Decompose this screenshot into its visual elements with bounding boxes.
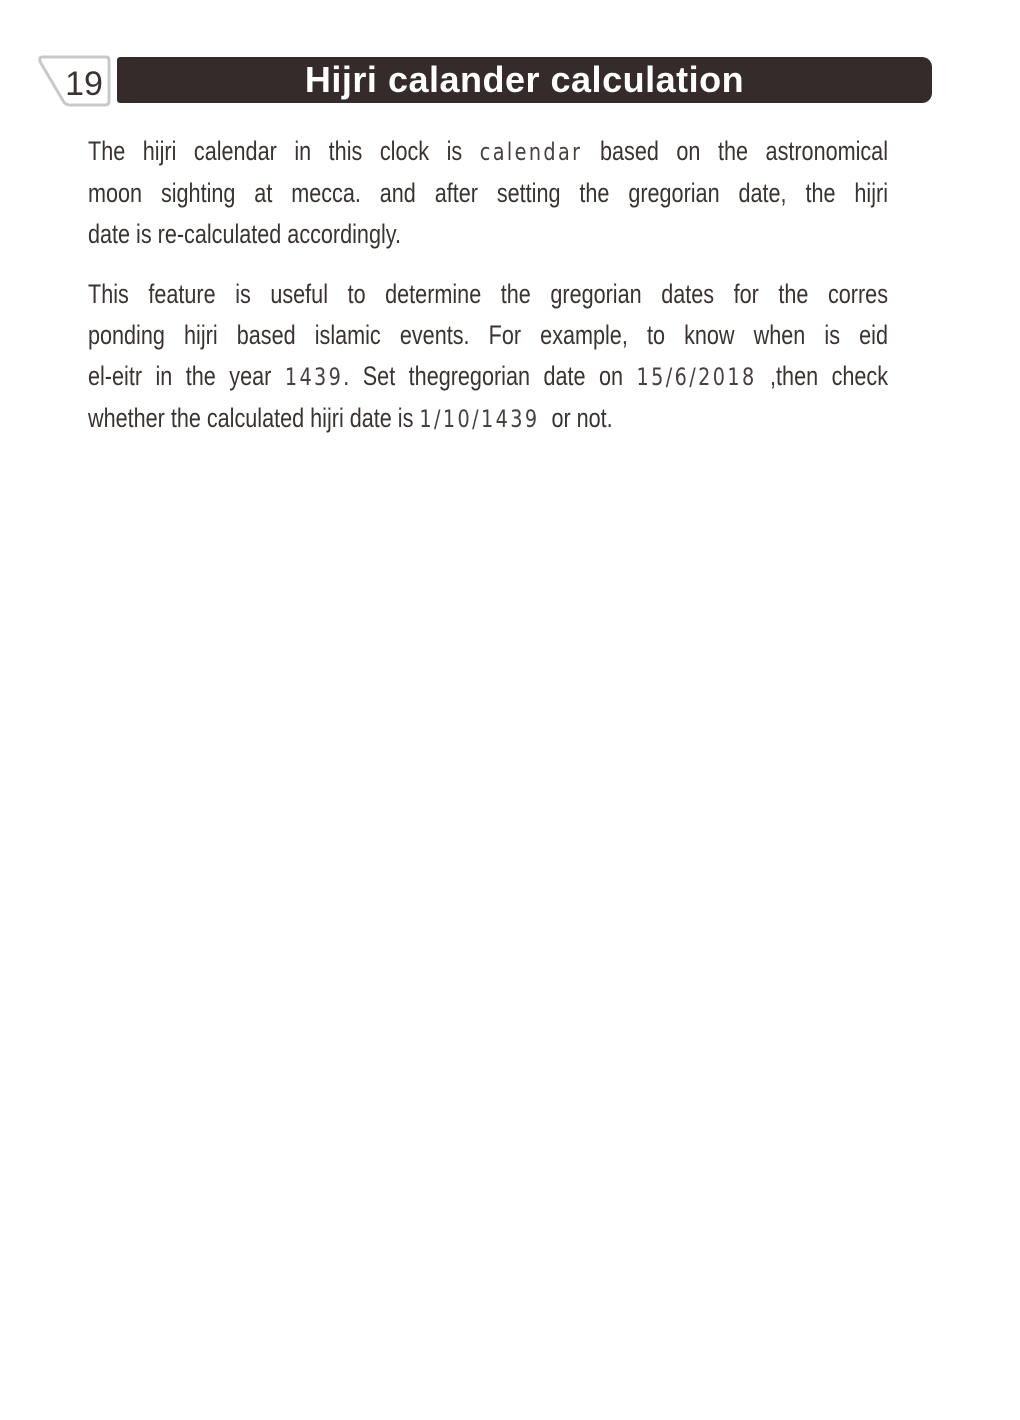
inline-digits: 1/10/1439: [419, 405, 540, 433]
body-text: or not.: [539, 403, 613, 433]
inline-digits: 1439: [284, 363, 344, 391]
inline-digits: 15/6/2018: [636, 363, 757, 391]
text-line: [88, 173, 888, 214]
page-number: 19: [65, 65, 103, 103]
text-line: [88, 315, 888, 356]
page-number-tab: [36, 53, 114, 109]
text-line: [88, 131, 888, 173]
body-text: whether the calculated hijri date is: [88, 403, 420, 433]
body-text: ponding hijri based islamic events. For example, to know when is eid: [88, 320, 888, 350]
text-line: [88, 214, 888, 255]
body-text: ,then check: [756, 361, 889, 391]
paragraph: [88, 131, 888, 255]
page-title: Hijri calander calculation: [304, 59, 745, 100]
body-text: el-eitr in the year: [88, 361, 285, 391]
page-header: [0, 0, 1020, 130]
text-line: [88, 356, 888, 398]
title-bar: [117, 57, 932, 103]
body-text: based on the astronomical: [582, 136, 888, 166]
text-line: [88, 398, 888, 440]
inline-digits: calendar: [479, 138, 583, 166]
body-text: date is re-calculated accordingly.: [88, 219, 401, 249]
text-line: [88, 274, 888, 315]
page-content: [88, 131, 888, 440]
body-text: This feature is useful to determine the gregorian dates for the corres: [88, 279, 888, 309]
body-text: The hijri calendar in this clock is: [88, 136, 480, 166]
body-text: moon sighting at mecca. and after setting the gregorian date, the hijri: [88, 178, 888, 208]
body-text: . Set thegregorian date on: [343, 361, 637, 391]
paragraph: [88, 274, 888, 440]
